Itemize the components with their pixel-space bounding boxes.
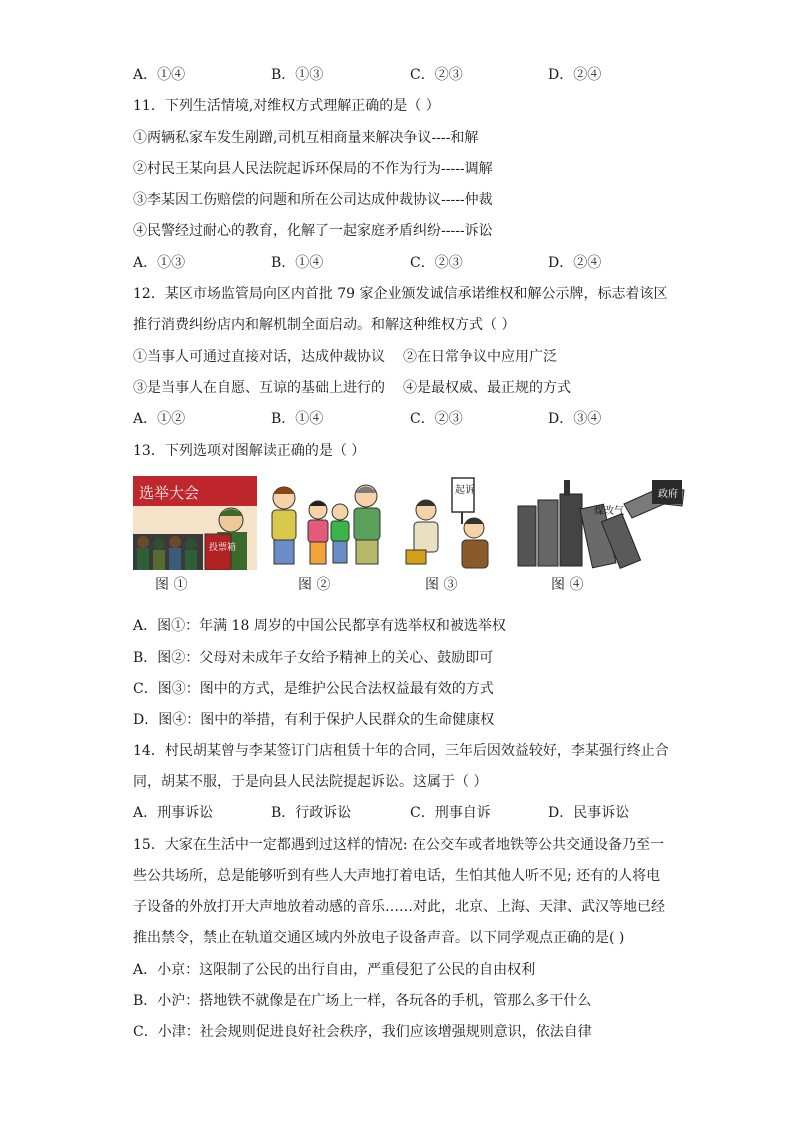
figure-1-caption: 图 ① (155, 577, 188, 593)
q13-option-a: A．图①：年满 18 周岁的中国公民都享有选举权和被选举权 (133, 618, 506, 634)
q13-stem: 13．下列选项对图解读正确的是（ ） (133, 443, 366, 459)
q10-option-d: D．②④ (548, 67, 602, 83)
q12-option-d: D．③④ (548, 411, 602, 427)
ballot-box-text: 投票箱 (209, 543, 237, 553)
q11-item-2: ②村民王某向县人民法院起诉环保局的不作为行为-----调解 (133, 161, 493, 177)
coal-to-gas-label: 煤改气 (594, 506, 624, 517)
figure-3-caption: 图 ③ (425, 577, 458, 593)
q12-item-1: ①当事人可通过直接对话，达成仲裁协议 (133, 349, 385, 365)
q11-option-a: A．①③ (133, 255, 186, 271)
q13-option-b: B．图②：父母对未成年子女给予精神上的关心、鼓励即可 (133, 650, 494, 666)
q14-stem-line-1: 14．村民胡某曾与李某签订门店租赁十年的合同，三年后因效益较好，李某强行终止合 (133, 743, 669, 759)
figure-3-lawsuit-illustration (396, 476, 502, 570)
q11-stem: 11．下列生活情境,对维权方式理解正确的是（ ） (133, 98, 440, 114)
q15-stem-line-1: 15．大家在生活中一定都遇到过这样的情况: 在公交车或者地铁等公共交通设备乃至一 (133, 837, 664, 853)
q14-option-c: C．刑事自诉 (410, 805, 491, 821)
figure-2-caption: 图 ② (298, 577, 331, 593)
q12-item-3: ③是当事人在自愿、互谅的基础上进行的 (133, 380, 385, 396)
figure-4-caption: 图 ④ (551, 577, 584, 593)
figure-1-election-illustration (133, 476, 257, 570)
lawsuit-sign-text: 起诉 (455, 485, 475, 496)
q15-stem-line-2: 些公共场所，总是能够听到有些人大声地打着电话，生怕其他人听不见; 还有的人将电 (133, 868, 661, 884)
q15-stem-line-3: 子设备的外放打开大声地放着动感的音乐……对此，北京、上海、天津、武汉等地已经 (133, 899, 665, 915)
banner-text: 选举大会 (139, 484, 200, 502)
q11-option-c: C．②③ (410, 255, 463, 271)
q11-item-4: ④民警经过耐心的教育，化解了一起家庭矛盾纠纷-----诉讼 (133, 223, 493, 239)
q11-option-d: D．②④ (548, 255, 602, 271)
q11-item-1: ①两辆私家车发生剐蹭,司机互相商量来解决争议----和解 (133, 130, 479, 146)
q12-option-c: C．②③ (410, 411, 463, 427)
q12-option-b: B．①④ (271, 411, 324, 427)
q14-option-d: D．民事诉讼 (548, 805, 630, 821)
q11-item-3: ③李某因工伤赔偿的问题和所在公司达成仲裁协议-----仲裁 (133, 192, 493, 208)
q10-option-c: C．②③ (410, 67, 463, 83)
q13-option-d: D．图④：图中的举措，有利于保护人民群众的生命健康权 (133, 712, 495, 728)
q15-option-c: C．小津：社会规则促进良好社会秩序，我们应该增强规则意识，依法自律 (133, 1024, 592, 1040)
figure-4-coal-to-gas-illustration (514, 476, 688, 570)
q12-item-4: ④是最权威、最正规的方式 (403, 380, 571, 396)
q12-option-a: A．①② (133, 411, 186, 427)
q15-stem-line-4: 推出禁令，禁止在轨道交通区域内外放电子设备声音。以下同学观点正确的是( ) (133, 930, 625, 946)
q13-option-c: C．图③：图中的方式，是维护公民合法权益最有效的方式 (133, 681, 494, 697)
q10-option-b: B．①③ (271, 67, 324, 83)
q14-option-b: B．行政诉讼 (271, 805, 352, 821)
q14-stem-line-2: 同，胡某不服，于是向县人民法院提起诉讼。这属于（ ） (133, 774, 488, 790)
q12-stem-line-2: 推行消费纠纷店内和解机制全面启动。和解这种维权方式（ ） (133, 317, 516, 333)
government-tag-text: 政府 (658, 489, 678, 500)
figure-2-family-illustration (260, 476, 387, 570)
q15-option-a: A．小京：这限制了公民的出行自由，严重侵犯了公民的自由权利 (133, 962, 536, 978)
q12-item-2: ②在日常争议中应用广泛 (403, 349, 557, 365)
q11-option-b: B．①④ (271, 255, 324, 271)
q10-option-a: A．①④ (133, 67, 186, 83)
q12-stem-line-1: 12．某区市场监管局向区内首批 79 家企业颁发诚信承诺维权和解公示牌，标志着该区 (133, 286, 668, 302)
q14-option-a: A．刑事诉讼 (133, 805, 214, 821)
q15-option-b: B．小沪：搭地铁不就像是在广场上一样，各玩各的手机，管那么多干什么 (133, 993, 592, 1009)
